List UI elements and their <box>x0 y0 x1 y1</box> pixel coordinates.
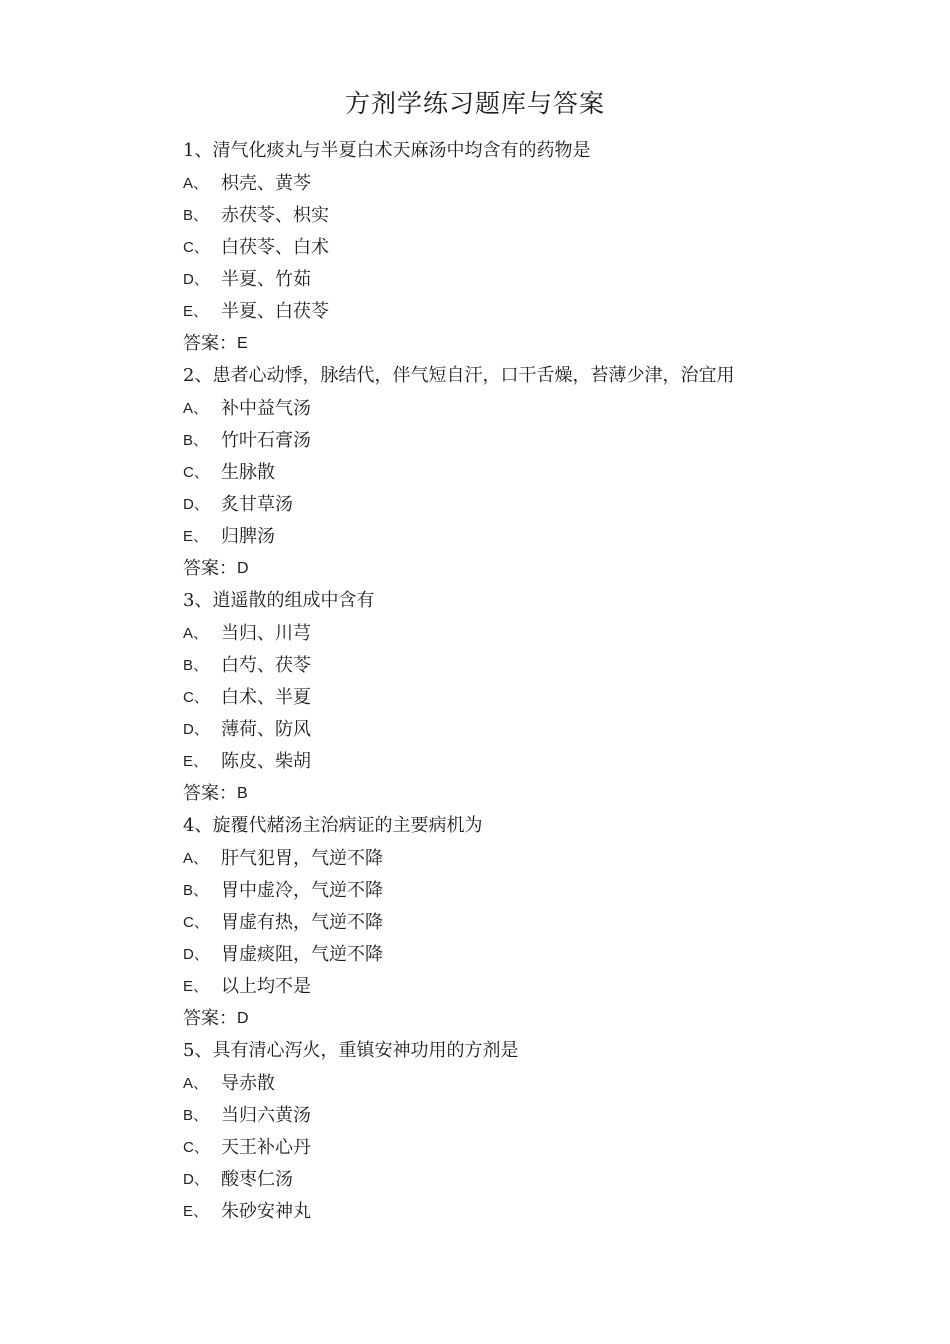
option-text: 归脾汤 <box>221 526 275 547</box>
option-letter: E、 <box>183 753 209 770</box>
option-a <box>183 168 903 200</box>
option-text: 半夏、竹茹 <box>221 269 311 290</box>
answer-line <box>183 1003 903 1034</box>
option-text: 薄荷、防风 <box>221 719 311 740</box>
option-a <box>183 843 903 875</box>
answer-label: 答案： <box>183 333 237 354</box>
question-stem: 5、具有清心泻火，重镇安神功用的方剂是 <box>183 1040 519 1061</box>
answer-line <box>183 778 903 809</box>
option-text: 导赤散 <box>221 1073 275 1094</box>
option-letter: D、 <box>183 946 209 963</box>
option-a <box>183 393 903 425</box>
option-text: 生脉散 <box>221 462 275 483</box>
option-text: 补中益气汤 <box>221 398 311 419</box>
option-letter: B、 <box>183 207 209 224</box>
answer-label: 答案： <box>183 1008 237 1029</box>
answer-value: B <box>237 785 248 802</box>
option-letter: B、 <box>183 657 209 674</box>
option-text: 当归、川芎 <box>221 623 311 644</box>
option-d <box>183 939 903 971</box>
option-letter: B、 <box>183 882 209 899</box>
option-letter: C、 <box>183 689 209 706</box>
answer-line <box>183 553 903 584</box>
option-text: 白术、半夏 <box>221 687 311 708</box>
option-d <box>183 489 903 521</box>
option-a <box>183 1068 903 1100</box>
option-c <box>183 457 903 489</box>
question-stem: 3、逍遥散的组成中含有 <box>183 590 375 611</box>
option-letter: A、 <box>183 625 209 642</box>
option-letter: C、 <box>183 239 209 256</box>
option-text: 酸枣仁汤 <box>221 1169 293 1190</box>
option-text: 枳壳、黄芩 <box>221 173 311 194</box>
answer-label: 答案： <box>183 783 237 804</box>
option-text: 以上均不是 <box>221 976 311 997</box>
option-letter: E、 <box>183 303 209 320</box>
option-text: 胃中虚冷，气逆不降 <box>221 880 383 901</box>
option-c <box>183 682 903 714</box>
option-letter: C、 <box>183 464 209 481</box>
option-letter: D、 <box>183 1171 209 1188</box>
question-stem: 1、清气化痰丸与半夏白术天麻汤中均含有的药物是 <box>183 140 591 161</box>
option-letter: A、 <box>183 400 209 417</box>
option-d <box>183 714 903 746</box>
answer-line <box>183 328 903 359</box>
option-letter: A、 <box>183 1075 209 1092</box>
question-stem: 2、患者心动悸，脉结代，伴气短自汗，口干舌燥，苔薄少津，治宜用 <box>183 365 735 386</box>
option-c <box>183 1132 903 1164</box>
option-c <box>183 907 903 939</box>
option-e <box>183 521 903 553</box>
option-b <box>183 425 903 457</box>
option-text: 白茯苓、白术 <box>221 237 329 258</box>
option-b <box>183 650 903 682</box>
option-letter: C、 <box>183 914 209 931</box>
option-b <box>183 1100 903 1132</box>
option-e <box>183 746 903 778</box>
answer-value: D <box>237 1010 249 1027</box>
option-letter: D、 <box>183 721 209 738</box>
option-c <box>183 232 903 264</box>
option-letter: E、 <box>183 528 209 545</box>
option-text: 赤茯苓、枳实 <box>221 205 329 226</box>
option-text: 陈皮、柴胡 <box>221 751 311 772</box>
answer-value: E <box>237 335 248 352</box>
answer-label: 答案： <box>183 558 237 579</box>
option-text: 白芍、茯苓 <box>221 655 311 676</box>
option-text: 炙甘草汤 <box>221 494 293 515</box>
option-e <box>183 296 903 328</box>
option-letter: C、 <box>183 1139 209 1156</box>
option-e <box>183 1196 903 1228</box>
option-b <box>183 200 903 232</box>
option-letter: E、 <box>183 1203 209 1220</box>
question-stem: 4、旋覆代赭汤主治病证的主要病机为 <box>183 815 483 836</box>
option-letter: E、 <box>183 978 209 995</box>
option-d <box>183 1164 903 1196</box>
option-text: 胃虚痰阻，气逆不降 <box>221 944 383 965</box>
option-letter: A、 <box>183 850 209 867</box>
option-letter: A、 <box>183 175 209 192</box>
option-letter: B、 <box>183 1107 209 1124</box>
option-e <box>183 971 903 1003</box>
option-text: 天王补心丹 <box>221 1137 311 1158</box>
question-list <box>183 134 903 1228</box>
option-letter: D、 <box>183 496 209 513</box>
option-a <box>183 618 903 650</box>
document-title: 方剂学练习题库与答案 <box>344 89 605 118</box>
option-text: 胃虚有热，气逆不降 <box>221 912 383 933</box>
option-letter: D、 <box>183 271 209 288</box>
option-text: 朱砂安神丸 <box>221 1201 311 1222</box>
option-d <box>183 264 903 296</box>
option-text: 竹叶石膏汤 <box>221 430 311 451</box>
option-text: 半夏、白茯苓 <box>221 301 329 322</box>
option-letter: B、 <box>183 432 209 449</box>
option-text: 肝气犯胃，气逆不降 <box>221 848 383 869</box>
answer-value: D <box>237 560 249 577</box>
option-text: 当归六黄汤 <box>221 1105 311 1126</box>
option-b <box>183 875 903 907</box>
